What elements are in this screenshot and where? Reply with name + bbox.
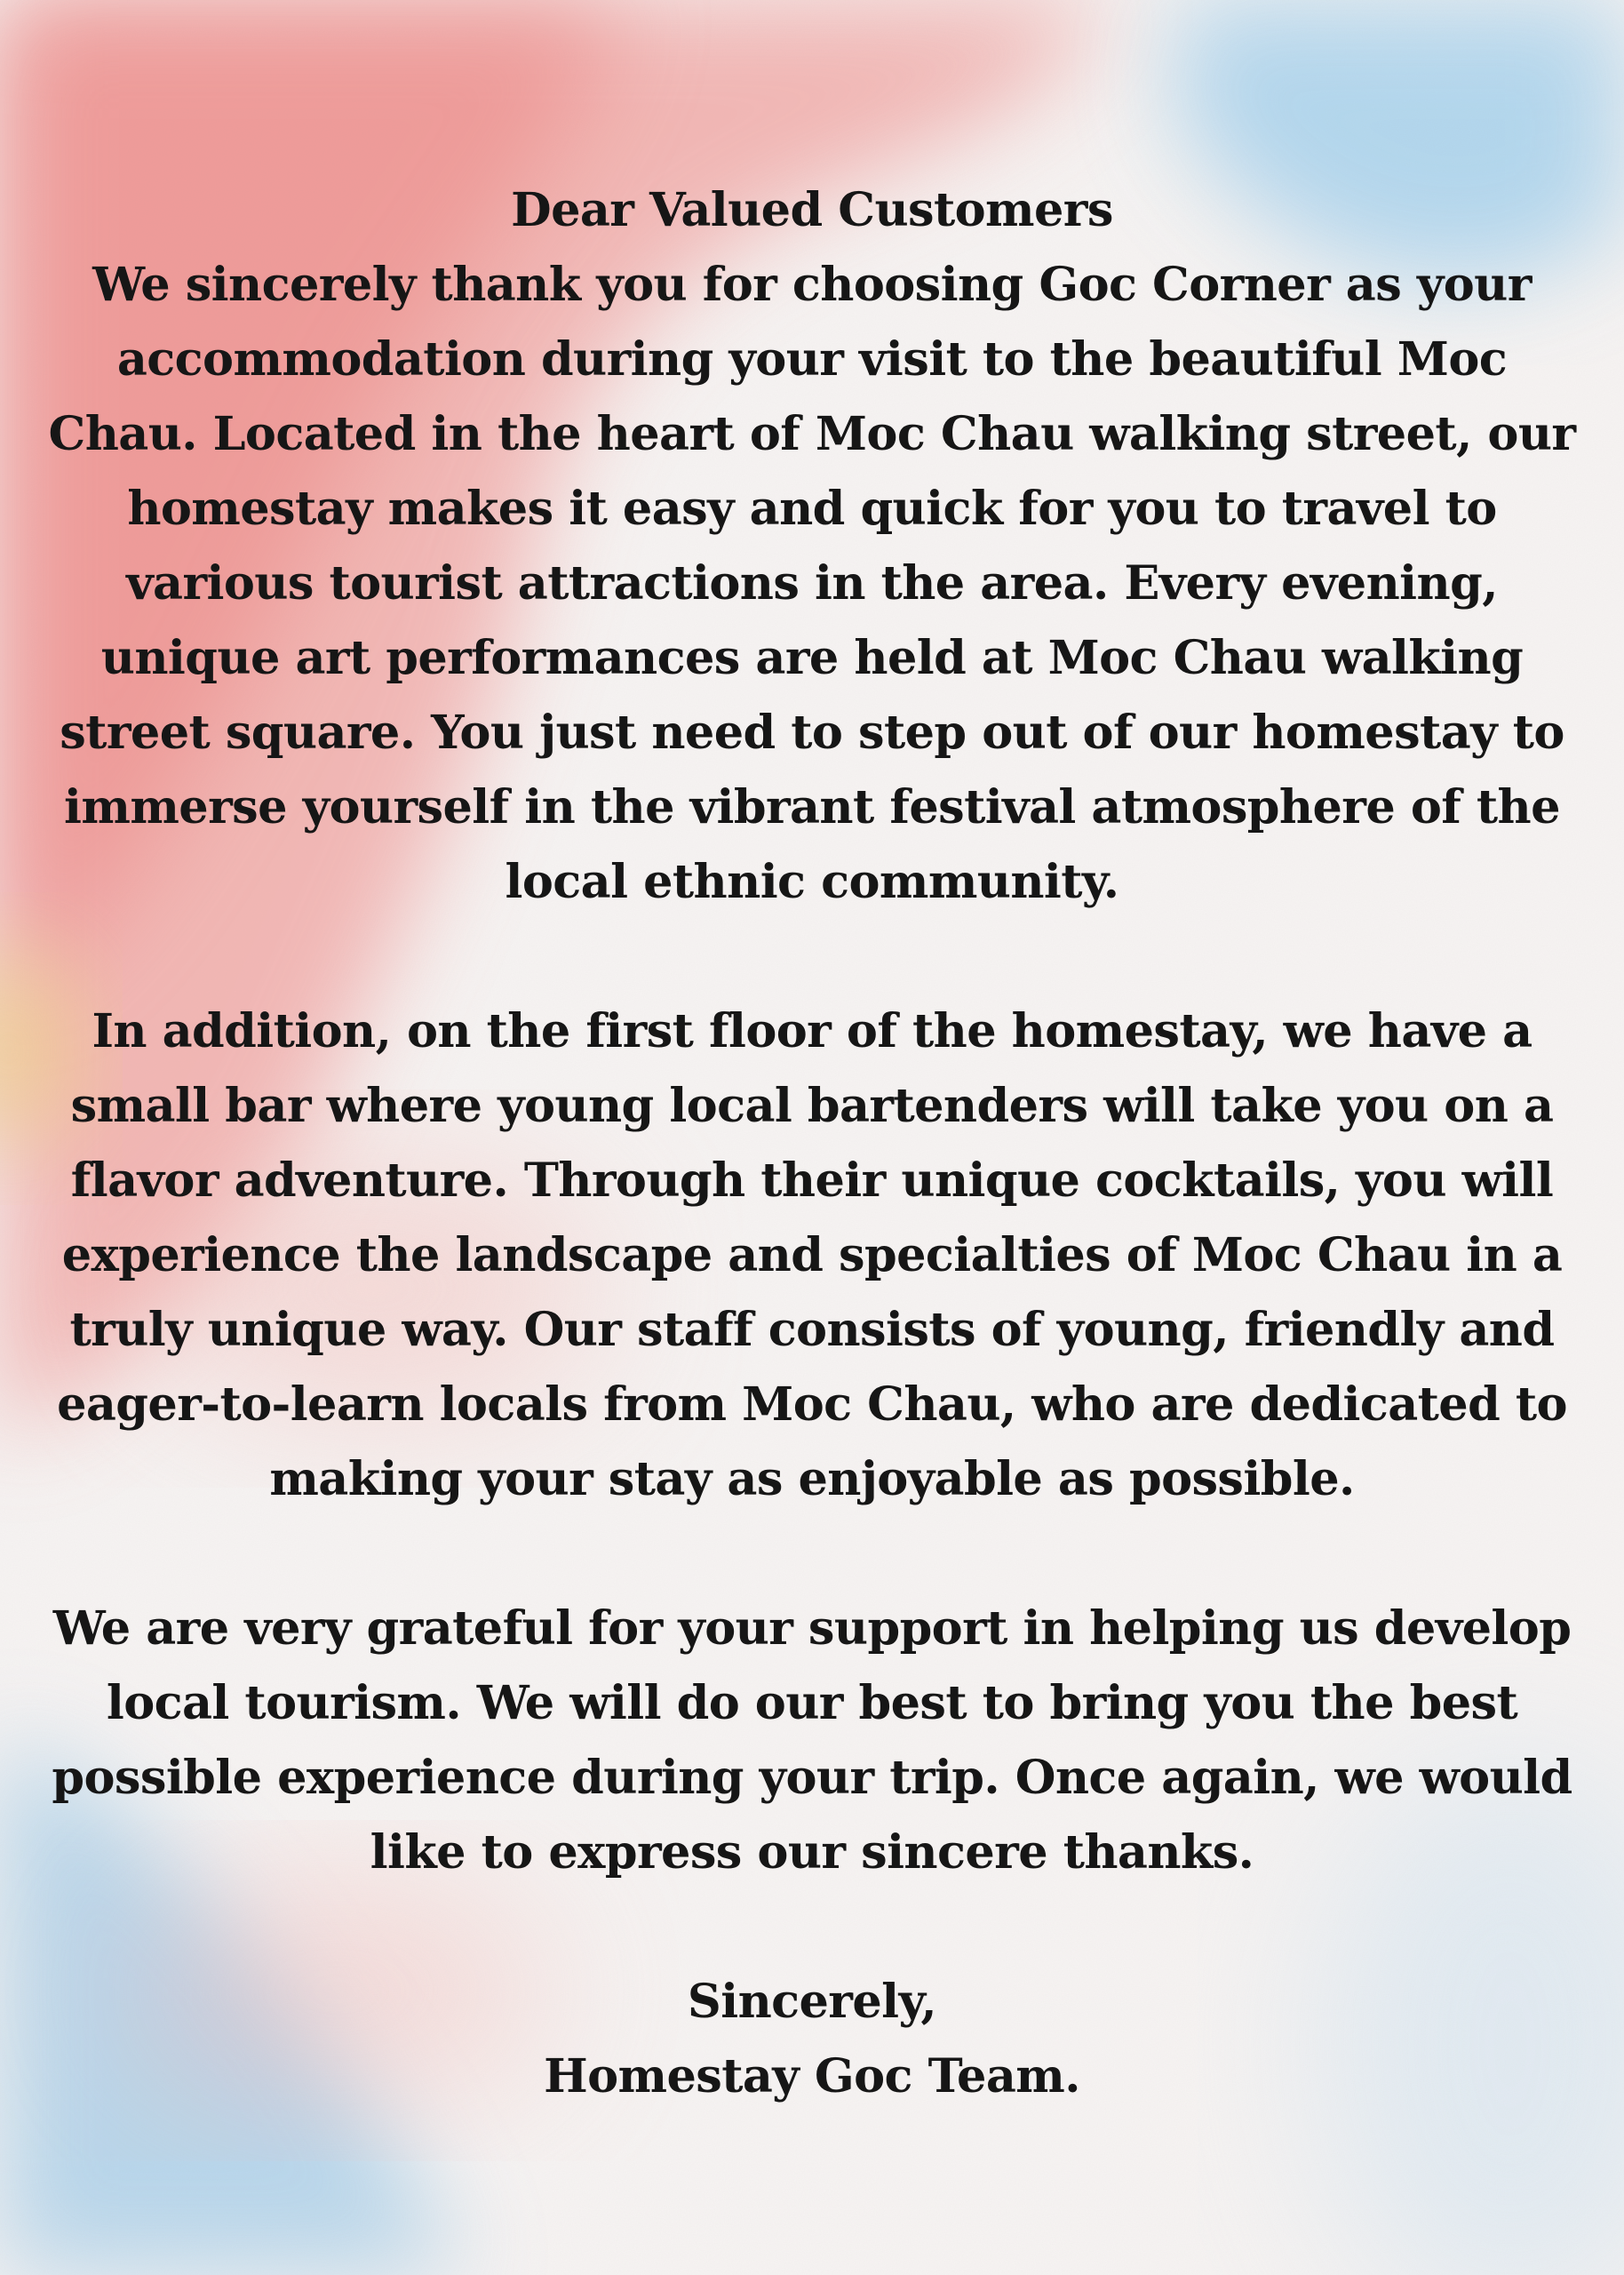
paragraph-spacer xyxy=(0,1890,1624,1965)
paragraph-1-line: immerse yourself in the vibrant festival atmosphere of the xyxy=(64,780,1560,834)
paragraph-spacer xyxy=(0,920,1624,994)
paragraph-3-line: We are very grateful for your support in helping us develop xyxy=(52,1601,1572,1656)
paragraph-2-line: making your stay as enjoyable as possible. xyxy=(269,1452,1355,1506)
letter-body xyxy=(0,173,1624,2114)
paragraph-3-line: like to express our sincere thanks. xyxy=(370,1825,1254,1880)
paragraph-2-line: small bar where young local bartenders will take you on a xyxy=(70,1079,1554,1133)
greeting: Dear Valued Customers xyxy=(511,183,1113,237)
closing: Sincerely, xyxy=(687,1975,937,2029)
paragraph-1-line: accommodation during your visit to the beautiful Moc xyxy=(116,332,1508,387)
paragraph-spacer xyxy=(0,1517,1624,1592)
paragraph-1-line: various tourist attractions in the area. Every evening, xyxy=(126,556,1498,611)
paragraph-1-line: unique art performances are held at Moc Chau walking xyxy=(100,631,1524,685)
paragraph-2-line: experience the landscape and specialties of Moc Chau in a xyxy=(61,1228,1563,1282)
paragraph-1-line: Chau. Located in the heart of Moc Chau walking street, our xyxy=(48,407,1576,461)
paragraph-2-line: In addition, on the first floor of the homestay, we have a xyxy=(92,1004,1532,1058)
paragraph-1-line: We sincerely thank you for choosing Goc Corner as your xyxy=(92,258,1532,312)
paragraph-2-line: truly unique way. Our staff consists of young, friendly and xyxy=(69,1303,1555,1357)
paragraph-3-line: possible experience during your trip. Once again, we would xyxy=(52,1751,1572,1805)
paragraph-2-line: eager-to-learn locals from Moc Chau, who are dedicated to xyxy=(57,1377,1567,1432)
paragraph-1-line: homestay makes it easy and quick for you to travel to xyxy=(127,482,1497,536)
paragraph-2-line: flavor adventure. Through their unique cocktails, you will xyxy=(70,1153,1554,1208)
paragraph-1-line: local ethnic community. xyxy=(505,855,1119,909)
signature: Homestay Goc Team. xyxy=(544,2049,1080,2103)
paragraph-3-line: local tourism. We will do our best to bring you the best xyxy=(106,1676,1518,1730)
paragraph-1-line: street square. You just need to step out of our homestay to xyxy=(60,706,1564,760)
